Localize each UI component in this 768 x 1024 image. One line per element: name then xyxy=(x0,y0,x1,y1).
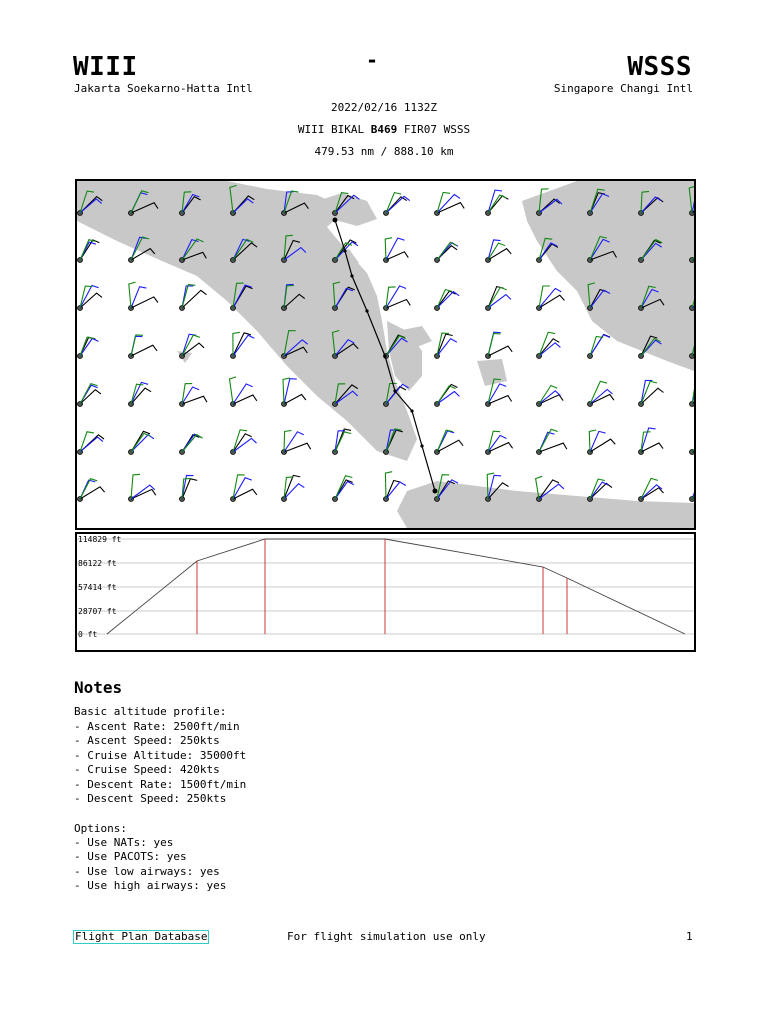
wind-barb xyxy=(180,285,207,311)
route-waypoint xyxy=(420,444,423,447)
wind-barb xyxy=(639,380,664,406)
wind-barb xyxy=(690,432,695,454)
profile-item: - Descent Rate: 1500ft/min xyxy=(74,778,247,791)
wind-barb xyxy=(129,382,152,406)
flight-plan-database-link[interactable]: Flight Plan Database xyxy=(75,930,208,943)
wind-barb-line xyxy=(488,435,506,452)
wind-barb-line xyxy=(284,432,304,452)
wind-barb xyxy=(435,242,459,262)
wind-barb xyxy=(78,384,101,407)
destination-code: WSSS xyxy=(627,52,692,82)
wind-barb xyxy=(333,476,354,502)
wind-barb xyxy=(78,240,100,263)
wind-barb xyxy=(384,286,411,311)
wind-barb xyxy=(486,287,512,311)
wind-barb xyxy=(129,431,154,454)
disclaimer: For flight simulation use only xyxy=(287,930,486,943)
profile-heading: Basic altitude profile: xyxy=(74,705,227,718)
wind-barb xyxy=(78,479,105,502)
wind-barb xyxy=(282,431,311,455)
wind-barb xyxy=(282,378,306,407)
wind-barb-line xyxy=(335,482,354,500)
java-island xyxy=(397,481,694,528)
wind-barb-line xyxy=(437,384,458,404)
wind-barb xyxy=(231,332,255,358)
wind-barb xyxy=(180,334,205,358)
wind-barb-line xyxy=(539,343,560,356)
wind-barb xyxy=(180,384,208,407)
wind-barb-line xyxy=(641,478,658,499)
wind-barb-line xyxy=(590,431,606,452)
options-heading: Options: xyxy=(74,822,127,835)
wind-barb xyxy=(333,429,352,455)
wind-barb xyxy=(435,333,457,358)
wind-barb-line xyxy=(539,391,561,404)
borneo-island xyxy=(522,181,694,371)
altitude-label: 114829 ft xyxy=(78,535,122,544)
wind-barb-line xyxy=(437,430,453,452)
wind-barb xyxy=(384,193,410,216)
route-waypoint xyxy=(433,489,438,494)
page-number: 1 xyxy=(686,930,693,943)
destination-name: Singapore Changi Intl xyxy=(553,82,693,95)
wind-barb xyxy=(588,381,614,406)
wind-barb-line xyxy=(437,386,456,404)
profile-grid xyxy=(77,539,694,634)
altitude-label: 0 ft xyxy=(78,630,98,639)
wind-barb xyxy=(180,434,203,454)
wind-barb-line xyxy=(233,384,253,404)
wind-barb xyxy=(231,430,257,455)
wind-barb-line xyxy=(386,286,406,308)
wind-barb-line xyxy=(131,435,154,452)
wind-barb xyxy=(486,190,509,215)
wind-barb xyxy=(486,431,513,454)
wind-barb xyxy=(78,337,99,358)
wind-barb xyxy=(435,290,460,311)
wind-barb xyxy=(129,335,158,359)
profile-labels xyxy=(78,535,122,639)
profile-lines xyxy=(107,539,685,634)
altitude-label: 86122 ft xyxy=(78,559,117,568)
notes-title: Notes xyxy=(74,678,123,697)
wind-barb-line xyxy=(488,287,507,308)
wind-barb-line xyxy=(539,395,563,404)
wind-barb-line xyxy=(590,381,607,404)
flight-datetime: 2022/02/16 1132Z xyxy=(331,101,437,114)
wind-barb-line xyxy=(692,382,694,404)
wind-barb-line xyxy=(80,437,103,452)
wind-station-dot xyxy=(690,354,695,359)
profile-item: - Cruise Altitude: 35000ft xyxy=(74,749,247,762)
route-map xyxy=(75,179,696,530)
altitude-profile-line xyxy=(107,539,685,634)
wind-barb xyxy=(129,282,158,310)
wind-barb xyxy=(435,193,465,216)
wind-barb-line xyxy=(488,346,512,356)
route-string xyxy=(0,123,768,136)
wind-barb-line xyxy=(641,443,663,452)
wind-barb-line xyxy=(131,345,157,356)
wind-barb xyxy=(129,474,156,501)
route-prefix: WIII BIKAL xyxy=(297,123,365,136)
wind-barb-line xyxy=(284,443,311,452)
wind-barb xyxy=(435,430,464,454)
wind-barb-line xyxy=(80,240,99,260)
wind-barb-line xyxy=(692,432,694,452)
route-waypoint xyxy=(343,249,346,252)
wind-barb-line xyxy=(284,395,306,405)
wind-barb xyxy=(230,377,257,407)
origin-name: Jakarta Soekarno-Hatta Intl xyxy=(74,82,253,95)
route-waypoint xyxy=(350,274,353,277)
wind-barb xyxy=(282,475,305,501)
wind-barb xyxy=(690,382,695,407)
sumatra-island xyxy=(77,181,417,461)
wind-barb xyxy=(384,472,406,502)
wind-barb xyxy=(486,240,512,263)
route-separator: - xyxy=(366,48,379,72)
altitude-label: 57414 ft xyxy=(78,583,117,592)
option-item: - Use high airways: yes xyxy=(74,879,227,892)
wind-barb-line xyxy=(385,238,392,260)
route-distance: 479.53 nm / 888.10 km xyxy=(314,145,454,158)
wind-barb-line xyxy=(131,489,156,499)
wind-barb-line xyxy=(437,203,464,213)
wind-barb-line xyxy=(80,480,95,499)
altitude-label: 28707 ft xyxy=(78,607,117,616)
option-item: - Use low airways: yes xyxy=(74,865,220,878)
wind-barb-line xyxy=(437,392,459,405)
route-waypoint xyxy=(410,409,413,412)
profile-item: - Descent Speed: 250kts xyxy=(74,792,227,805)
wind-barb xyxy=(537,386,564,407)
belitung-island xyxy=(477,359,507,386)
wind-barb xyxy=(639,428,664,455)
wind-barb-line xyxy=(437,431,454,452)
wind-barb xyxy=(231,475,257,502)
wind-barb-line xyxy=(131,485,155,499)
origin-code: WIII xyxy=(73,52,138,82)
wind-barb xyxy=(639,478,664,501)
wind-barb-line xyxy=(233,489,257,499)
profile-item: - Ascent Rate: 2500ft/min xyxy=(74,720,240,733)
wind-barb xyxy=(435,384,460,406)
wind-barb-line xyxy=(641,488,664,499)
option-item: - Use NATs: yes xyxy=(74,836,174,849)
profile-canvas xyxy=(77,534,694,650)
wind-barb-line xyxy=(80,390,101,404)
wind-barb xyxy=(537,429,567,454)
wind-barb xyxy=(180,475,198,501)
route-waypoint xyxy=(393,389,396,392)
route-suffix: FIR07 WSSS xyxy=(403,123,471,136)
wind-barb xyxy=(588,430,616,455)
wind-barb xyxy=(537,286,565,311)
route-waypoint xyxy=(333,218,338,223)
route-waypoint xyxy=(365,309,368,312)
wind-barb-line xyxy=(131,388,151,404)
wind-barb-line xyxy=(80,242,96,260)
wind-barb-line xyxy=(386,300,410,309)
wind-barb-line xyxy=(233,335,254,356)
wind-barb xyxy=(690,479,695,501)
profile-item: - Ascent Speed: 250kts xyxy=(74,734,220,747)
altitude-profile xyxy=(75,532,696,652)
wind-barb xyxy=(384,238,409,263)
wind-barb xyxy=(588,334,611,358)
option-item: - Use PACOTS: yes xyxy=(74,850,187,863)
route-waypoint xyxy=(383,354,386,357)
wind-station-dot xyxy=(690,306,695,311)
map-canvas xyxy=(77,181,694,528)
wind-barb-line xyxy=(233,478,252,499)
wind-barb-line xyxy=(386,238,404,260)
profile-item: - Cruise Speed: 420kts xyxy=(74,763,220,776)
wind-barb-line xyxy=(284,431,292,453)
wind-barb-line xyxy=(590,439,615,452)
wind-barb xyxy=(78,432,105,455)
wind-barb xyxy=(537,332,561,358)
wind-barb xyxy=(486,332,513,358)
wind-barb-line xyxy=(539,295,564,308)
route-airway: B469 xyxy=(370,123,398,136)
wind-barb xyxy=(78,286,103,311)
